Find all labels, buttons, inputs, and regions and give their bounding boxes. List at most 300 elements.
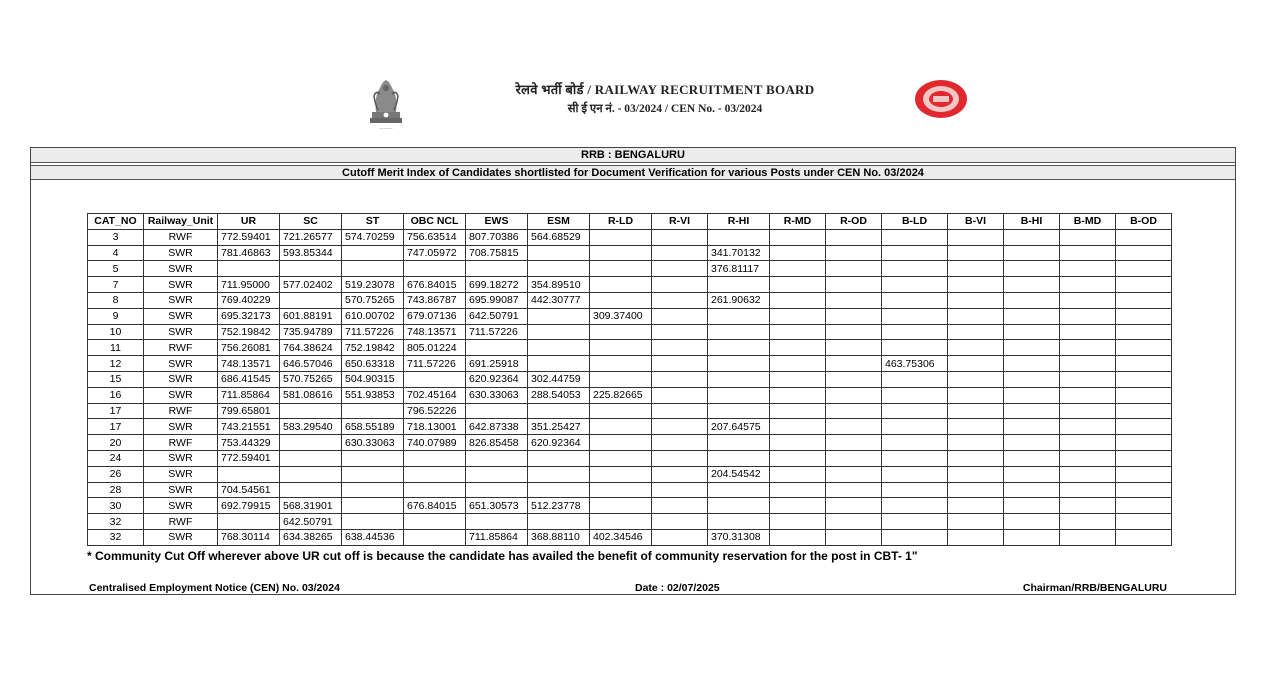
table-cell: 630.33063: [466, 387, 528, 403]
column-header: R-LD: [590, 214, 652, 230]
cutoff-document: [30, 147, 1236, 595]
table-cell: 708.75815: [466, 245, 528, 261]
table-row: [88, 356, 1172, 372]
table-cell: [826, 245, 882, 261]
table-cell: [826, 498, 882, 514]
table-cell: [1116, 308, 1172, 324]
table-cell: 601.88191: [280, 308, 342, 324]
table-cell: 721.26577: [280, 229, 342, 245]
table-row: [88, 324, 1172, 340]
table-cell: [342, 514, 404, 530]
table-cell: 740.07989: [404, 435, 466, 451]
table-row: [88, 498, 1172, 514]
table-cell: [708, 324, 770, 340]
column-header: SC: [280, 214, 342, 230]
table-cell: 368.88110: [528, 529, 590, 545]
table-cell: [1116, 245, 1172, 261]
table-cell: 10: [88, 324, 144, 340]
table-cell: [826, 529, 882, 545]
table-cell: [1004, 340, 1060, 356]
table-cell: 12: [88, 356, 144, 372]
table-cell: [466, 482, 528, 498]
table-cell: [528, 324, 590, 340]
table-cell: 581.08616: [280, 387, 342, 403]
table-cell: [770, 514, 826, 530]
table-cell: [342, 482, 404, 498]
table-cell: 583.29540: [280, 419, 342, 435]
table-cell: [218, 514, 280, 530]
table-row: [88, 450, 1172, 466]
table-cell: 225.82665: [590, 387, 652, 403]
table-cell: [1004, 529, 1060, 545]
table-cell: [882, 245, 948, 261]
table-cell: 504.90315: [342, 371, 404, 387]
table-cell: [1060, 324, 1116, 340]
table-cell: 735.94789: [280, 324, 342, 340]
table-cell: 695.32173: [218, 308, 280, 324]
table-cell: [826, 387, 882, 403]
table-cell: [466, 340, 528, 356]
table-cell: SWR: [144, 466, 218, 482]
table-cell: [404, 529, 466, 545]
table-row: [88, 261, 1172, 277]
svg-text:———: ———: [379, 127, 393, 132]
table-cell: [948, 450, 1004, 466]
table-cell: 593.85344: [280, 245, 342, 261]
table-cell: 646.57046: [280, 356, 342, 372]
table-cell: 620.92364: [528, 435, 590, 451]
table-cell: 699.18272: [466, 277, 528, 293]
table-cell: 207.64575: [708, 419, 770, 435]
table-cell: [1060, 435, 1116, 451]
table-cell: 354.89510: [528, 277, 590, 293]
table-cell: [1060, 419, 1116, 435]
table-cell: [590, 482, 652, 498]
table-cell: [528, 466, 590, 482]
table-cell: 711.85864: [466, 529, 528, 545]
table-cell: [882, 419, 948, 435]
table-cell: [708, 371, 770, 387]
table-cell: [708, 308, 770, 324]
table-cell: [466, 261, 528, 277]
table-cell: [590, 356, 652, 372]
table-cell: [1116, 419, 1172, 435]
table-cell: 11: [88, 340, 144, 356]
table-cell: [948, 435, 1004, 451]
table-cell: [882, 292, 948, 308]
table-cell: RWF: [144, 435, 218, 451]
table-cell: 551.93853: [342, 387, 404, 403]
table-cell: [770, 529, 826, 545]
table-cell: 702.45164: [404, 387, 466, 403]
table-cell: [528, 514, 590, 530]
table-cell: [1004, 261, 1060, 277]
table-cell: [1060, 482, 1116, 498]
table-cell: 711.85864: [218, 387, 280, 403]
table-cell: 805.01224: [404, 340, 466, 356]
table-cell: [948, 245, 1004, 261]
table-cell: [652, 340, 708, 356]
table-cell: [770, 466, 826, 482]
table-cell: 642.50791: [280, 514, 342, 530]
table-cell: [1060, 450, 1116, 466]
table-row: [88, 529, 1172, 545]
table-cell: 718.13001: [404, 419, 466, 435]
table-cell: [280, 482, 342, 498]
table-cell: [948, 292, 1004, 308]
column-header: EWS: [466, 214, 528, 230]
table-cell: 512.23778: [528, 498, 590, 514]
table-cell: 695.99087: [466, 292, 528, 308]
table-cell: [882, 324, 948, 340]
table-cell: 302.44759: [528, 371, 590, 387]
table-row: [88, 435, 1172, 451]
table-cell: [528, 245, 590, 261]
table-cell: [404, 371, 466, 387]
table-cell: [1060, 498, 1116, 514]
table-cell: [280, 261, 342, 277]
table-cell: [1004, 403, 1060, 419]
table-cell: [590, 450, 652, 466]
column-header: CAT_NO: [88, 214, 144, 230]
table-cell: 20: [88, 435, 144, 451]
table-cell: [882, 466, 948, 482]
table-cell: RWF: [144, 514, 218, 530]
table-cell: [882, 498, 948, 514]
community-note: * Community Cut Off wherever above UR cut off is because the candidate has availed the benefit of community reservation for the post in CBT- 1": [87, 549, 918, 563]
table-cell: [342, 245, 404, 261]
table-cell: [652, 308, 708, 324]
table-cell: [1004, 324, 1060, 340]
table-cell: [1116, 229, 1172, 245]
table-cell: [882, 371, 948, 387]
table-cell: [528, 482, 590, 498]
table-cell: [708, 450, 770, 466]
table-cell: 570.75265: [280, 371, 342, 387]
table-cell: [770, 371, 826, 387]
table-cell: [770, 245, 826, 261]
table-row: [88, 514, 1172, 530]
table-cell: [1116, 292, 1172, 308]
table-cell: [1004, 308, 1060, 324]
table-cell: [528, 340, 590, 356]
table-cell: [590, 403, 652, 419]
table-cell: [1004, 371, 1060, 387]
table-cell: [770, 340, 826, 356]
table-row: [88, 403, 1172, 419]
column-header: ESM: [528, 214, 590, 230]
table-cell: 796.52226: [404, 403, 466, 419]
table-cell: [218, 466, 280, 482]
table-cell: [770, 356, 826, 372]
table-cell: SWR: [144, 245, 218, 261]
table-cell: [826, 324, 882, 340]
table-cell: 748.13571: [404, 324, 466, 340]
table-cell: SWR: [144, 308, 218, 324]
table-cell: 8: [88, 292, 144, 308]
table-cell: 752.19842: [342, 340, 404, 356]
table-cell: [652, 498, 708, 514]
column-header: B-LD: [882, 214, 948, 230]
cutoff-table: [87, 213, 1172, 546]
table-cell: 370.31308: [708, 529, 770, 545]
table-cell: [342, 466, 404, 482]
table-cell: 679.07136: [404, 308, 466, 324]
table-cell: [590, 292, 652, 308]
indian-railways-logo-icon: [914, 79, 968, 119]
table-cell: 463.75306: [882, 356, 948, 372]
table-cell: 16: [88, 387, 144, 403]
table-cell: 577.02402: [280, 277, 342, 293]
table-cell: 743.86787: [404, 292, 466, 308]
table-cell: 748.13571: [218, 356, 280, 372]
table-cell: 799.65801: [218, 403, 280, 419]
table-cell: 769.40229: [218, 292, 280, 308]
table-cell: [882, 435, 948, 451]
table-cell: [948, 229, 1004, 245]
column-header: OBC NCL: [404, 214, 466, 230]
table-cell: [280, 450, 342, 466]
table-cell: [590, 245, 652, 261]
table-row: [88, 245, 1172, 261]
table-cell: [708, 403, 770, 419]
table-cell: 9: [88, 308, 144, 324]
table-row: [88, 277, 1172, 293]
table-cell: [1116, 403, 1172, 419]
table-cell: [652, 435, 708, 451]
table-cell: [652, 292, 708, 308]
table-cell: 711.57226: [466, 324, 528, 340]
table-cell: [280, 435, 342, 451]
table-cell: 568.31901: [280, 498, 342, 514]
table-cell: [826, 261, 882, 277]
table-cell: [1116, 356, 1172, 372]
table-cell: [466, 466, 528, 482]
table-cell: SWR: [144, 482, 218, 498]
table-cell: [1060, 356, 1116, 372]
footer-signatory: Chairman/RRB/BENGALURU: [1022, 582, 1167, 594]
table-cell: [652, 371, 708, 387]
table-cell: [1060, 514, 1116, 530]
table-cell: [708, 498, 770, 514]
table-cell: 756.26081: [218, 340, 280, 356]
table-cell: [948, 356, 1004, 372]
table-cell: 564.68529: [528, 229, 590, 245]
table-cell: [1060, 261, 1116, 277]
table-cell: 7: [88, 277, 144, 293]
table-cell: [948, 371, 1004, 387]
table-cell: [404, 261, 466, 277]
table-cell: [708, 435, 770, 451]
table-cell: 519.23078: [342, 277, 404, 293]
table-cell: 26: [88, 466, 144, 482]
table-cell: [590, 324, 652, 340]
table-cell: [1116, 482, 1172, 498]
table-cell: [652, 466, 708, 482]
table-cell: [1116, 340, 1172, 356]
column-header: UR: [218, 214, 280, 230]
table-cell: [590, 229, 652, 245]
table-cell: [826, 356, 882, 372]
table-row: [88, 466, 1172, 482]
table-cell: 17: [88, 419, 144, 435]
table-row: [88, 419, 1172, 435]
table-cell: [1004, 277, 1060, 293]
column-header: B-HI: [1004, 214, 1060, 230]
table-cell: [652, 450, 708, 466]
table-cell: [1116, 498, 1172, 514]
table-cell: [280, 466, 342, 482]
table-cell: 768.30114: [218, 529, 280, 545]
table-cell: [1004, 450, 1060, 466]
table-cell: 747.05972: [404, 245, 466, 261]
table-cell: [708, 482, 770, 498]
table-cell: [404, 514, 466, 530]
table-cell: [826, 482, 882, 498]
table-cell: [652, 356, 708, 372]
table-cell: [652, 261, 708, 277]
table-cell: 204.54542: [708, 466, 770, 482]
table-cell: [948, 403, 1004, 419]
table-cell: [882, 514, 948, 530]
table-cell: [652, 514, 708, 530]
table-cell: [652, 529, 708, 545]
table-cell: 691.25918: [466, 356, 528, 372]
table-row: [88, 371, 1172, 387]
table-cell: [590, 514, 652, 530]
table-cell: [826, 419, 882, 435]
column-header: B-MD: [1060, 214, 1116, 230]
table-cell: SWR: [144, 529, 218, 545]
table-cell: [826, 435, 882, 451]
table-cell: [1004, 498, 1060, 514]
column-header: R-OD: [826, 214, 882, 230]
table-cell: [708, 514, 770, 530]
table-cell: [1116, 435, 1172, 451]
document-header: [0, 68, 1280, 138]
table-cell: [1004, 245, 1060, 261]
table-cell: RWF: [144, 340, 218, 356]
table-cell: [826, 403, 882, 419]
column-header: Railway_Unit: [144, 214, 218, 230]
table-cell: [528, 308, 590, 324]
column-header: R-HI: [708, 214, 770, 230]
table-cell: [590, 371, 652, 387]
table-row: [88, 340, 1172, 356]
table-cell: 753.44329: [218, 435, 280, 451]
table-cell: [1004, 387, 1060, 403]
table-cell: 610.00702: [342, 308, 404, 324]
table-cell: [590, 435, 652, 451]
table-cell: [1060, 292, 1116, 308]
table-cell: [1116, 324, 1172, 340]
column-header: ST: [342, 214, 404, 230]
table-cell: [342, 403, 404, 419]
table-cell: [528, 403, 590, 419]
table-cell: 642.50791: [466, 308, 528, 324]
table-cell: [948, 514, 1004, 530]
table-cell: [948, 324, 1004, 340]
footer-cen: Centralised Employment Notice (CEN) No. 03/2024: [89, 582, 340, 594]
table-cell: 3: [88, 229, 144, 245]
table-cell: [652, 245, 708, 261]
table-cell: 32: [88, 514, 144, 530]
table-cell: [590, 466, 652, 482]
table-cell: [770, 261, 826, 277]
table-row: [88, 308, 1172, 324]
table-cell: 676.84015: [404, 498, 466, 514]
table-cell: [826, 466, 882, 482]
table-cell: [590, 419, 652, 435]
table-cell: 32: [88, 529, 144, 545]
table-cell: SWR: [144, 419, 218, 435]
table-cell: 686.41545: [218, 371, 280, 387]
table-cell: [1116, 387, 1172, 403]
table-cell: [218, 261, 280, 277]
table-cell: [1004, 482, 1060, 498]
table-cell: [826, 277, 882, 293]
table-cell: [652, 387, 708, 403]
table-cell: SWR: [144, 450, 218, 466]
table-cell: 261.90632: [708, 292, 770, 308]
table-cell: [652, 324, 708, 340]
table-header-row: [88, 214, 1172, 230]
table-cell: [404, 466, 466, 482]
table-cell: SWR: [144, 387, 218, 403]
table-cell: 15: [88, 371, 144, 387]
table-cell: 642.87338: [466, 419, 528, 435]
table-cell: [708, 229, 770, 245]
table-cell: [770, 308, 826, 324]
table-cell: SWR: [144, 292, 218, 308]
table-cell: SWR: [144, 356, 218, 372]
table-cell: [882, 261, 948, 277]
table-cell: SWR: [144, 324, 218, 340]
column-header: B-OD: [1116, 214, 1172, 230]
table-cell: 638.44536: [342, 529, 404, 545]
table-cell: 704.54561: [218, 482, 280, 498]
column-header: R-MD: [770, 214, 826, 230]
table-cell: [882, 403, 948, 419]
table-cell: [826, 229, 882, 245]
table-cell: [1060, 529, 1116, 545]
table-cell: [770, 450, 826, 466]
table-cell: [948, 419, 1004, 435]
table-cell: 772.59401: [218, 229, 280, 245]
table-cell: 658.55189: [342, 419, 404, 435]
table-cell: [1116, 450, 1172, 466]
table-cell: 376.81117: [708, 261, 770, 277]
table-cell: [948, 482, 1004, 498]
national-emblem-icon: [362, 74, 410, 132]
table-cell: [590, 277, 652, 293]
table-cell: [1116, 466, 1172, 482]
table-cell: [342, 498, 404, 514]
table-cell: 781.46863: [218, 245, 280, 261]
table-cell: [770, 292, 826, 308]
table-cell: 711.57226: [342, 324, 404, 340]
table-cell: [590, 340, 652, 356]
table-cell: 764.38624: [280, 340, 342, 356]
table-cell: [948, 387, 1004, 403]
table-cell: 341.70132: [708, 245, 770, 261]
table-cell: [882, 308, 948, 324]
table-cell: [826, 292, 882, 308]
table-row: [88, 292, 1172, 308]
table-cell: [1060, 466, 1116, 482]
table-cell: [1060, 245, 1116, 261]
table-cell: [826, 340, 882, 356]
